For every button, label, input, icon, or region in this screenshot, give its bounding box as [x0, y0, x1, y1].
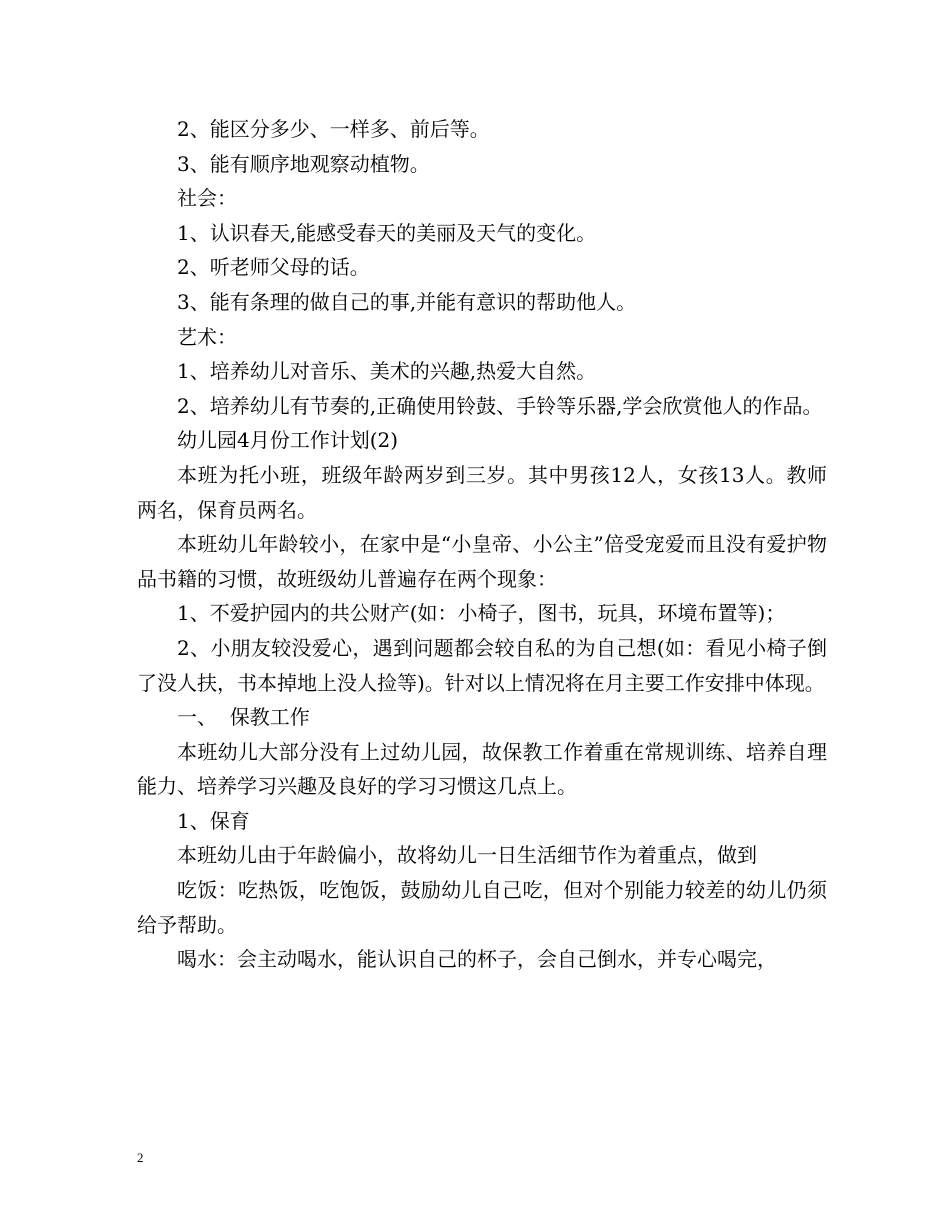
- plan-title: 幼儿园4月份工作计划(2): [177, 428, 399, 453]
- paragraph: 本班幼儿由于年龄偏小，故将幼儿一日生活细节作为着重点，做到: [177, 843, 757, 868]
- section-heading-art: 艺术：: [177, 324, 237, 349]
- paragraph: 2、能区分多少、一样多、前后等。: [177, 117, 490, 141]
- paragraph: 1、不爱护园内的共公财产(如：小椅子，图书，玩具，环境布置等)；: [177, 601, 786, 626]
- paragraph: 2、听老师父母的话。: [177, 255, 370, 280]
- section-heading-society: 社会：: [177, 186, 237, 211]
- paragraph: 本班幼儿年龄较小，在家中是“小皇帝、小公主”倍受宠爱而且没有爱护物品书籍的习惯，故班级幼儿普遍存在两个现象：: [137, 532, 827, 591]
- subsection-heading-care: 1、保育: [177, 808, 250, 833]
- paragraph: 本班幼儿大部分没有上过幼儿园，故保教工作着重在常规训练、培养自理能力、培养学习兴趣及良好的学习习惯这几点上。: [137, 739, 827, 799]
- paragraph: 3、能有条理的做自己的事,并能有意识的帮助他人。: [177, 289, 637, 314]
- paragraph: 本班为托小班，班级年龄两岁到三岁。其中男孩12人，女孩13人。教师两名，保育员两名。: [137, 462, 827, 522]
- paragraph: 3、能有顺序地观察动植物。: [177, 151, 430, 176]
- section-heading-care-education: 一、 保教工作: [177, 705, 310, 730]
- paragraph: 喝水：会主动喝水，能认识自己的杯子，会自己倒水，并专心喝完，: [177, 947, 777, 972]
- page-number: 2: [137, 1150, 144, 1165]
- paragraph: 吃饭：吃热饭，吃饱饭，鼓励幼儿自己吃，但对个别能力较差的幼儿仍须给予帮助。: [137, 878, 827, 937]
- document-body: [137, 112, 827, 977]
- paragraph: 1、培养幼儿对音乐、美术的兴趣,热爱大自然。: [177, 359, 597, 384]
- paragraph: 2、小朋友较没爱心，遇到问题都会较自私的为自己想(如：看见小椅子倒了没人扶，书本掉地上没人捡等)。针对以上情况将在月主要工作安排中体现。: [137, 635, 827, 695]
- paragraph: 2、培养幼儿有节奏的,正确使用铃鼓、手铃等乐器,学会欣赏他人的作品。: [177, 393, 823, 418]
- paragraph: 1、认识春天,能感受春天的美丽及天气的变化。: [177, 220, 597, 245]
